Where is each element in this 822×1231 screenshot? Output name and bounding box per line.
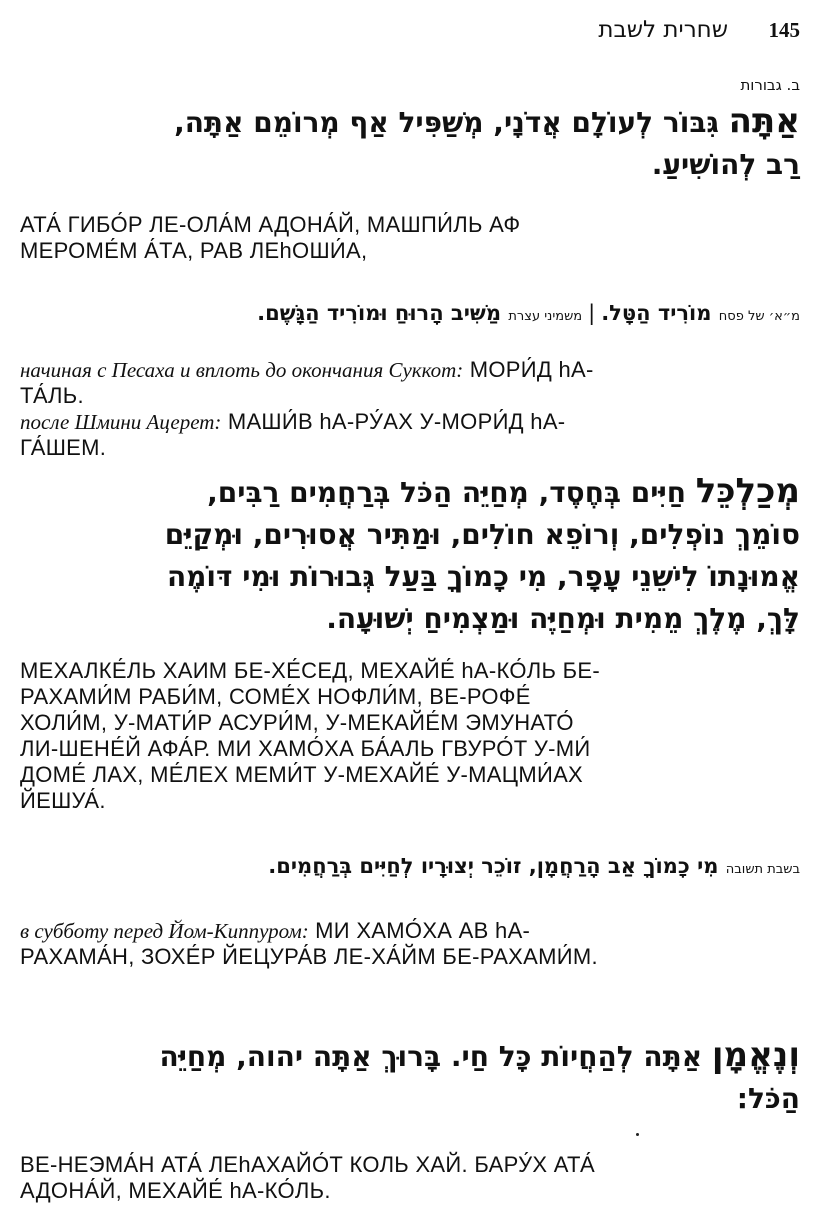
blessing-mechalkel-translit xyxy=(20,658,800,814)
seasonal-insertion-russian xyxy=(20,357,800,461)
translit-line: АТА́ ГИБО́Р ЛЕ-ОЛА́М АДОНА́Й, МАШПИ́ЛЬ АФ xyxy=(20,212,521,237)
translit-line: АДОНА́Й, МЕХАЙЕ́ hА-КО́ЛЬ. xyxy=(20,1178,331,1203)
translit-line: ЙЕШУА́. xyxy=(20,788,106,813)
section-label: ב. גבורות xyxy=(740,76,800,94)
translit-text: МОРИ́Д hА- xyxy=(463,357,594,382)
hebrew-line xyxy=(20,100,800,144)
hebrew-text: גִּבּוֹר לְעוֹלָם אֲדֹנָי, מְשַׁפִּיל אַף מְרוֹמֵם אַתָּה, xyxy=(174,106,729,139)
instruction-label: после Шмини Ацерет: xyxy=(20,410,222,434)
translit-line: МЕХАЛКЕ́ЛЬ ХАИМ БЕ-ХЕ́СЕД, МЕХАЙЕ́ hА-КО́ЛЬ БЕ- xyxy=(20,658,601,683)
summer-note: מ״א׳ של פסח xyxy=(718,309,800,324)
page-header xyxy=(20,18,800,50)
lead-word: מְכַלְכֵּל xyxy=(695,471,800,511)
blessing-gevurot-translit xyxy=(20,212,800,264)
translit-line: ДОМЕ́ ЛАХ, МЕ́ЛЕХ МЕМИ́Т У-МЕХАЙЕ́ У-МАЦМИ́АХ xyxy=(20,762,584,787)
translit-line xyxy=(20,918,800,944)
translit-line: ХОЛИ́М, У-МАТИ́Р АСУРИ́М, У-МЕКАЙЕ́М ЭМУНАТО́ xyxy=(20,710,574,735)
lead-word: וְנֶאֱמָן xyxy=(711,1035,800,1075)
translit-line: ЛИ-ШЕНЕ́Й АФА́Р. МИ ХАМО́ХА БА́АЛЬ ГВУРО́Т У-МИ́ xyxy=(20,736,591,761)
hebrew-line: לָּךְ, מֶלֶךְ מֵמִית וּמְחַיֶּה וּמַצְמִיחַ יְשׁוּעָה. xyxy=(326,602,800,635)
translit-line: ТА́ЛЬ. xyxy=(20,383,84,408)
hebrew-line: הַכֹּל: xyxy=(736,1082,800,1115)
hebrew-line: אֱמוּנָתוֹ לִישֵׁנֵי עָפָר, מִי כָמוֹךָ בַּעַל גְּבוּרוֹת וּמִי דּוֹמֶה xyxy=(166,560,800,593)
blessing-mechalkel-hebrew xyxy=(20,470,800,640)
page-number: 145 xyxy=(768,18,800,42)
shabbat-teshuva-text: מִי כָמוֹךָ אַב הָרַחֲמָן, זוֹכֵר יְצוּרָיו לְחַיִּים בְּרַחֲמִים. xyxy=(268,854,719,878)
translit-line: РАХАМА́Н, ЗОХЕ́Р ЙЕЦУРА́В ЛЕ-ХА́ЙМ БЕ-РАХАМИ́М. xyxy=(20,944,598,969)
shabbat-teshuva-hebrew xyxy=(20,851,800,885)
instruction-label: начиная с Песаха и вплоть до окончания Суккот: xyxy=(20,358,464,382)
hebrew-line: סוֹמֵךְ נוֹפְלִים, וְרוֹפֵא חוֹלִים, וּמַתִּיר אֲסוּרִים, וּמְקַיֵּם xyxy=(164,518,800,551)
hebrew-text: אַתָּה לְהַחֲיוֹת כָּל חַי. בָּרוּךְ אַתָּה יהוה, מְחַיֵּה xyxy=(159,1040,712,1073)
translit-line xyxy=(20,409,800,435)
blessing-gevurot-hebrew xyxy=(20,100,800,186)
lead-word: אַתָּה xyxy=(728,101,800,141)
shabbat-teshuva-russian xyxy=(20,918,800,970)
translit-text: МИ ХАМО́ХА АВ hА- xyxy=(308,918,531,943)
blessing-neeman-hebrew xyxy=(20,1034,800,1120)
translit-line: МЕРОМЕ́М А́ТА, РАВ ЛЕhОШИ́А, xyxy=(20,238,368,263)
translit-line: ГА́ШЕМ. xyxy=(20,435,107,460)
print-speck xyxy=(636,1133,639,1136)
summer-text: מוֹרִיד הַטָּל. xyxy=(601,301,712,325)
translit-line: ВЕ-НЕЭМА́Н АТА́ ЛЕhАХАЙО́Т КОЛЬ ХАЙ. БАРУ́Х АТА́ xyxy=(20,1152,595,1177)
shabbat-teshuva-note: בשבת תשובה xyxy=(725,862,800,877)
winter-text: מַשִּׁיב הָרוּחַ וּמוֹרִיד הַגָּשֶׁם. xyxy=(257,301,502,325)
instruction-label: в субботу перед Йом-Киппуром: xyxy=(20,919,309,943)
translit-line xyxy=(20,357,800,383)
winter-note: משמיני עצרת xyxy=(508,309,583,324)
hebrew-line: רַב לְהוֹשִׁיעַ. xyxy=(651,148,800,181)
blessing-neeman-translit xyxy=(20,1152,800,1204)
translit-line: РАХАМИ́М РАБИ́М, СОМЕ́Х НОФЛИ́М, ВЕ-РОФЕ́ xyxy=(20,684,531,709)
running-title: שחרית לשבת xyxy=(598,17,728,43)
hebrew-line xyxy=(20,470,800,514)
hebrew-text: חַיִּים בְּחֶסֶד, מְחַיֵּה הַכֹּל בְּרַחֲמִים רַבִּים, xyxy=(207,476,696,509)
seasonal-insertion-hebrew xyxy=(20,298,800,332)
separator: | xyxy=(588,301,596,325)
translit-text: МАШИ́В hА-РУ́АХ У-МОРИ́Д hА- xyxy=(221,409,566,434)
hebrew-line xyxy=(20,1034,800,1078)
